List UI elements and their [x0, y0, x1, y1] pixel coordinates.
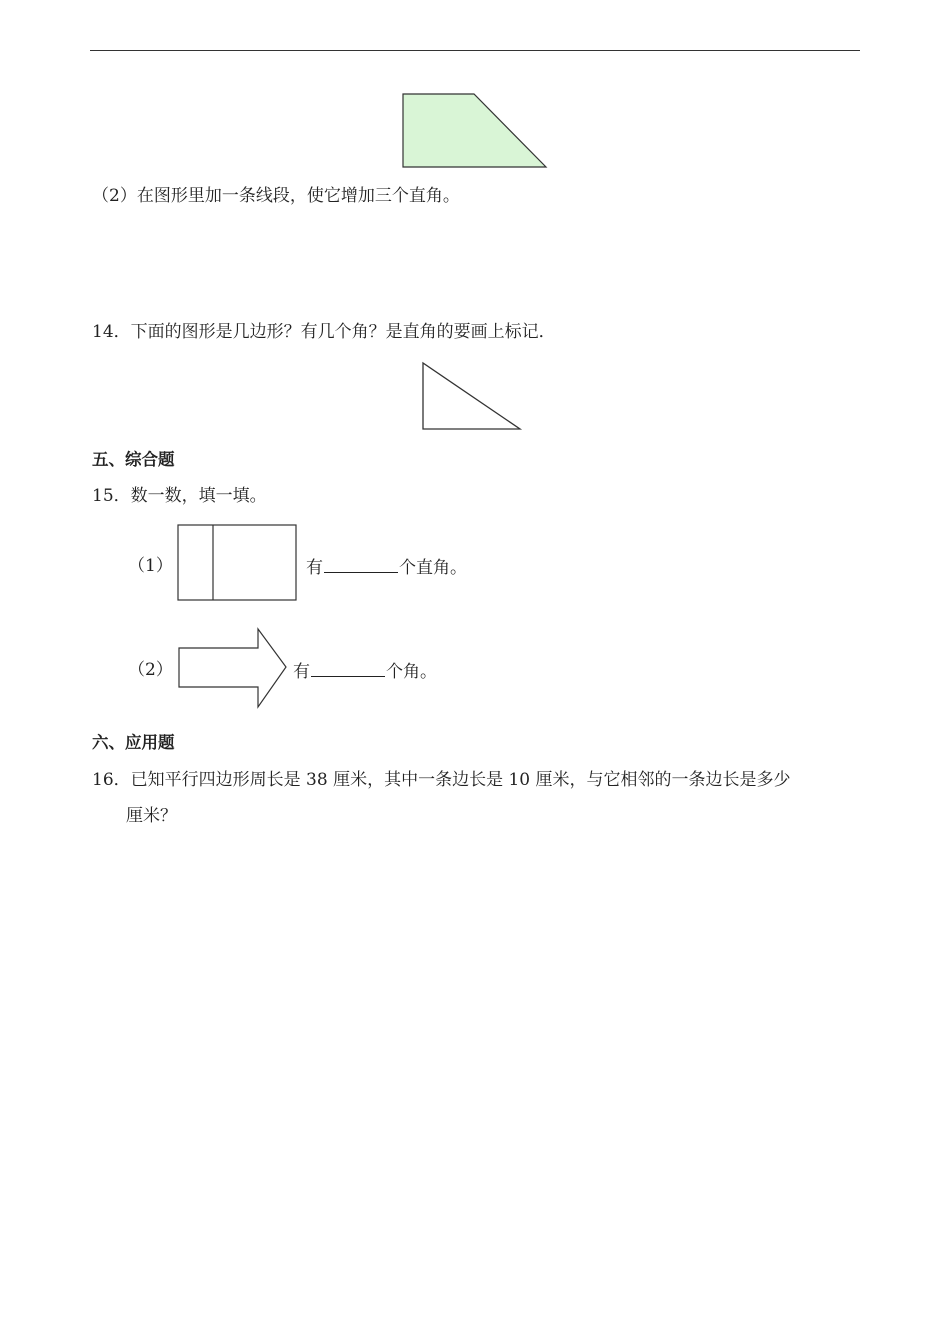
q15-question [92, 486, 267, 506]
q16-text-line1: 已知平行四边形周长是 38 厘米，其中一条边长是 10 厘米，与它相邻的一条边长是多少 [130, 770, 791, 790]
q13-part2-text: （2）在图形里加一条线段，使它增加三个直角。 [92, 186, 460, 206]
q15-part1-answer [306, 556, 467, 578]
q16-line1 [92, 770, 791, 790]
q15-part1-suffix: 个直角。 [399, 558, 467, 578]
q15-part2-prefix: 有 [293, 662, 310, 682]
trapezoid-shape [403, 94, 546, 167]
arrow-shape [179, 629, 286, 707]
rectangle-outline [178, 525, 296, 600]
q14-question [92, 322, 556, 342]
q15-part2-blank[interactable] [311, 660, 385, 677]
q16-text-line2: 厘米？ [126, 806, 177, 826]
section5-title: 五、综合题 [92, 450, 175, 469]
q15-part2-suffix: 个角。 [386, 662, 437, 682]
q16-number: 16． [92, 770, 131, 790]
right-triangle-shape [423, 363, 520, 429]
q15-part2-label: （2） [128, 660, 173, 680]
q15-number: 15． [92, 486, 131, 506]
q15-part1-blank[interactable] [324, 556, 398, 573]
header-rule [90, 50, 860, 51]
q14-text: 下面的图形是几边形？有几个角？是直角的要画上标记． [130, 322, 556, 342]
q15-part1-label: （1） [128, 556, 173, 576]
q15-part2-answer [293, 660, 437, 682]
q15-text: 数一数，填一填。 [130, 486, 267, 506]
q15-part1-prefix: 有 [306, 558, 323, 578]
section6-title: 六、应用题 [92, 733, 175, 752]
q14-number: 14． [92, 322, 131, 342]
